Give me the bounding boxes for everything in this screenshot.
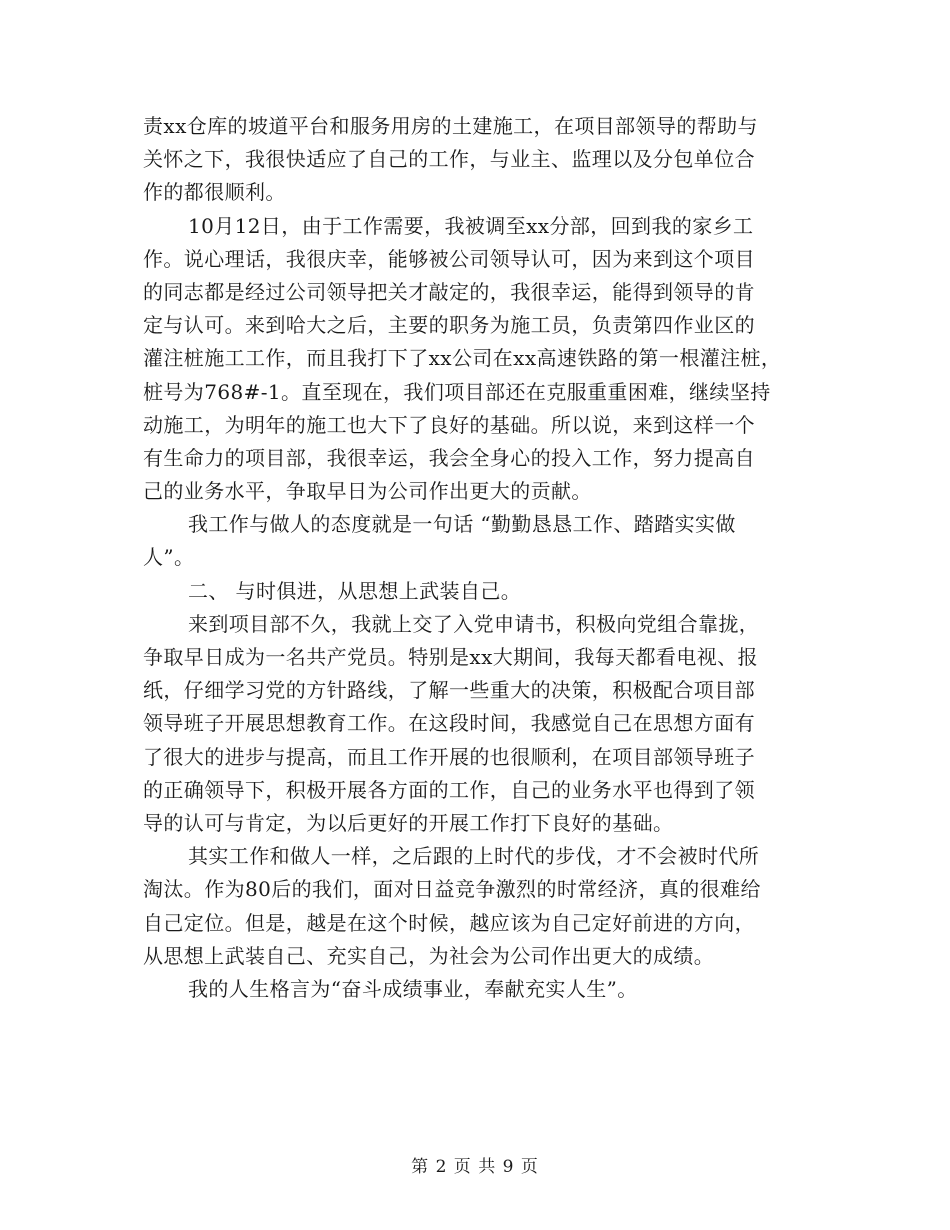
section-heading: 二、 与时俱进，从思想上武装自己。 xyxy=(188,578,522,603)
text-line: 从思想上武装自己、充实自己，为社会为公司作出更大的成绩。 xyxy=(143,943,715,968)
text-line: 动施工，为明年的施工也大下了良好的基础。所以说，来到这样一个 xyxy=(143,412,755,437)
paragraph-start-line: 其实工作和做人一样，之后跟的上时代的步伐，才不会被时代所 xyxy=(188,844,760,869)
text-line: 作。说心理话，我很庆幸，能够被公司领导认可，因为来到这个项目 xyxy=(143,246,755,271)
text-line: 领导班子开展思想教育工作。在这段时间，我感觉自己在思想方面有 xyxy=(143,711,755,736)
text-line: 导的认可与肯定，为以后更好的开展工作打下良好的基础。 xyxy=(143,810,674,835)
text-line: 灌注桩施工工作，而且我打下了xx公司在xx高速铁路的第一根灌注桩， xyxy=(143,346,782,371)
paragraph-start-line: 我的人生格言为“奋斗成绩事业，奉献充实人生”。 xyxy=(188,976,638,1001)
paragraph-start-line: 10月12日，由于工作需要，我被调至xx分部，回到我的家乡工 xyxy=(188,213,754,238)
text-line: 的正确领导下，积极开展各方面的工作，自己的业务水平也得到了领 xyxy=(143,777,755,802)
text-line: 关怀之下，我很快适应了自己的工作，与业主、监理以及分包单位合 xyxy=(143,147,755,172)
text-line: 定与认可。来到哈大之后，主要的职务为施工员，负责第四作业区的 xyxy=(143,313,755,338)
text-line: 的同志都是经过公司领导把关才敲定的，我很幸运，能得到领导的肯 xyxy=(143,279,755,304)
paragraph-start-line: 来到项目部不久，我就上交了入党申请书，积极向党组合靠拢， xyxy=(188,611,760,636)
page-number-footer: 第 2 页 共 9 页 xyxy=(411,1157,539,1177)
text-line: 争取早日成为一名共产党员。特别是xx大期间，我每天都看电视、报 xyxy=(143,645,758,669)
paragraph-start-line: 我工作与做人的态度就是一句话 “勤勤恳恳工作、踏踏实实做 xyxy=(188,512,736,537)
text-line: 了很大的进步与提高，而且工作开展的也很顺利，在项目部领导班子 xyxy=(143,744,755,769)
text-line: 作的都很顺利。 xyxy=(143,180,286,205)
text-line: 人”。 xyxy=(143,545,195,570)
text-line: 己的业务水平，争取早日为公司作出更大的贡献。 xyxy=(143,479,592,504)
document-body xyxy=(143,110,823,1006)
text-line: 有生命力的项目部，我很幸运，我会全身心的投入工作，努力提高自 xyxy=(143,445,755,470)
text-line: 责xx仓库的坡道平台和服务用房的土建施工，在项目部领导的帮助与 xyxy=(143,114,758,138)
text-line: 自己定位。但是，越是在这个时候，越应该为自己定好前进的方向， xyxy=(143,910,755,935)
text-line: 纸，仔细学习党的方针路线，了解一些重大的决策，积极配合项目部 xyxy=(143,678,755,703)
text-line: 淘汰。作为80后的我们，面对日益竞争激烈的时常经济，真的很难给 xyxy=(143,877,761,902)
text-line: 桩号为768#-1。直至现在，我们项目部还在克服重重困难，继续坚持 xyxy=(143,379,771,404)
